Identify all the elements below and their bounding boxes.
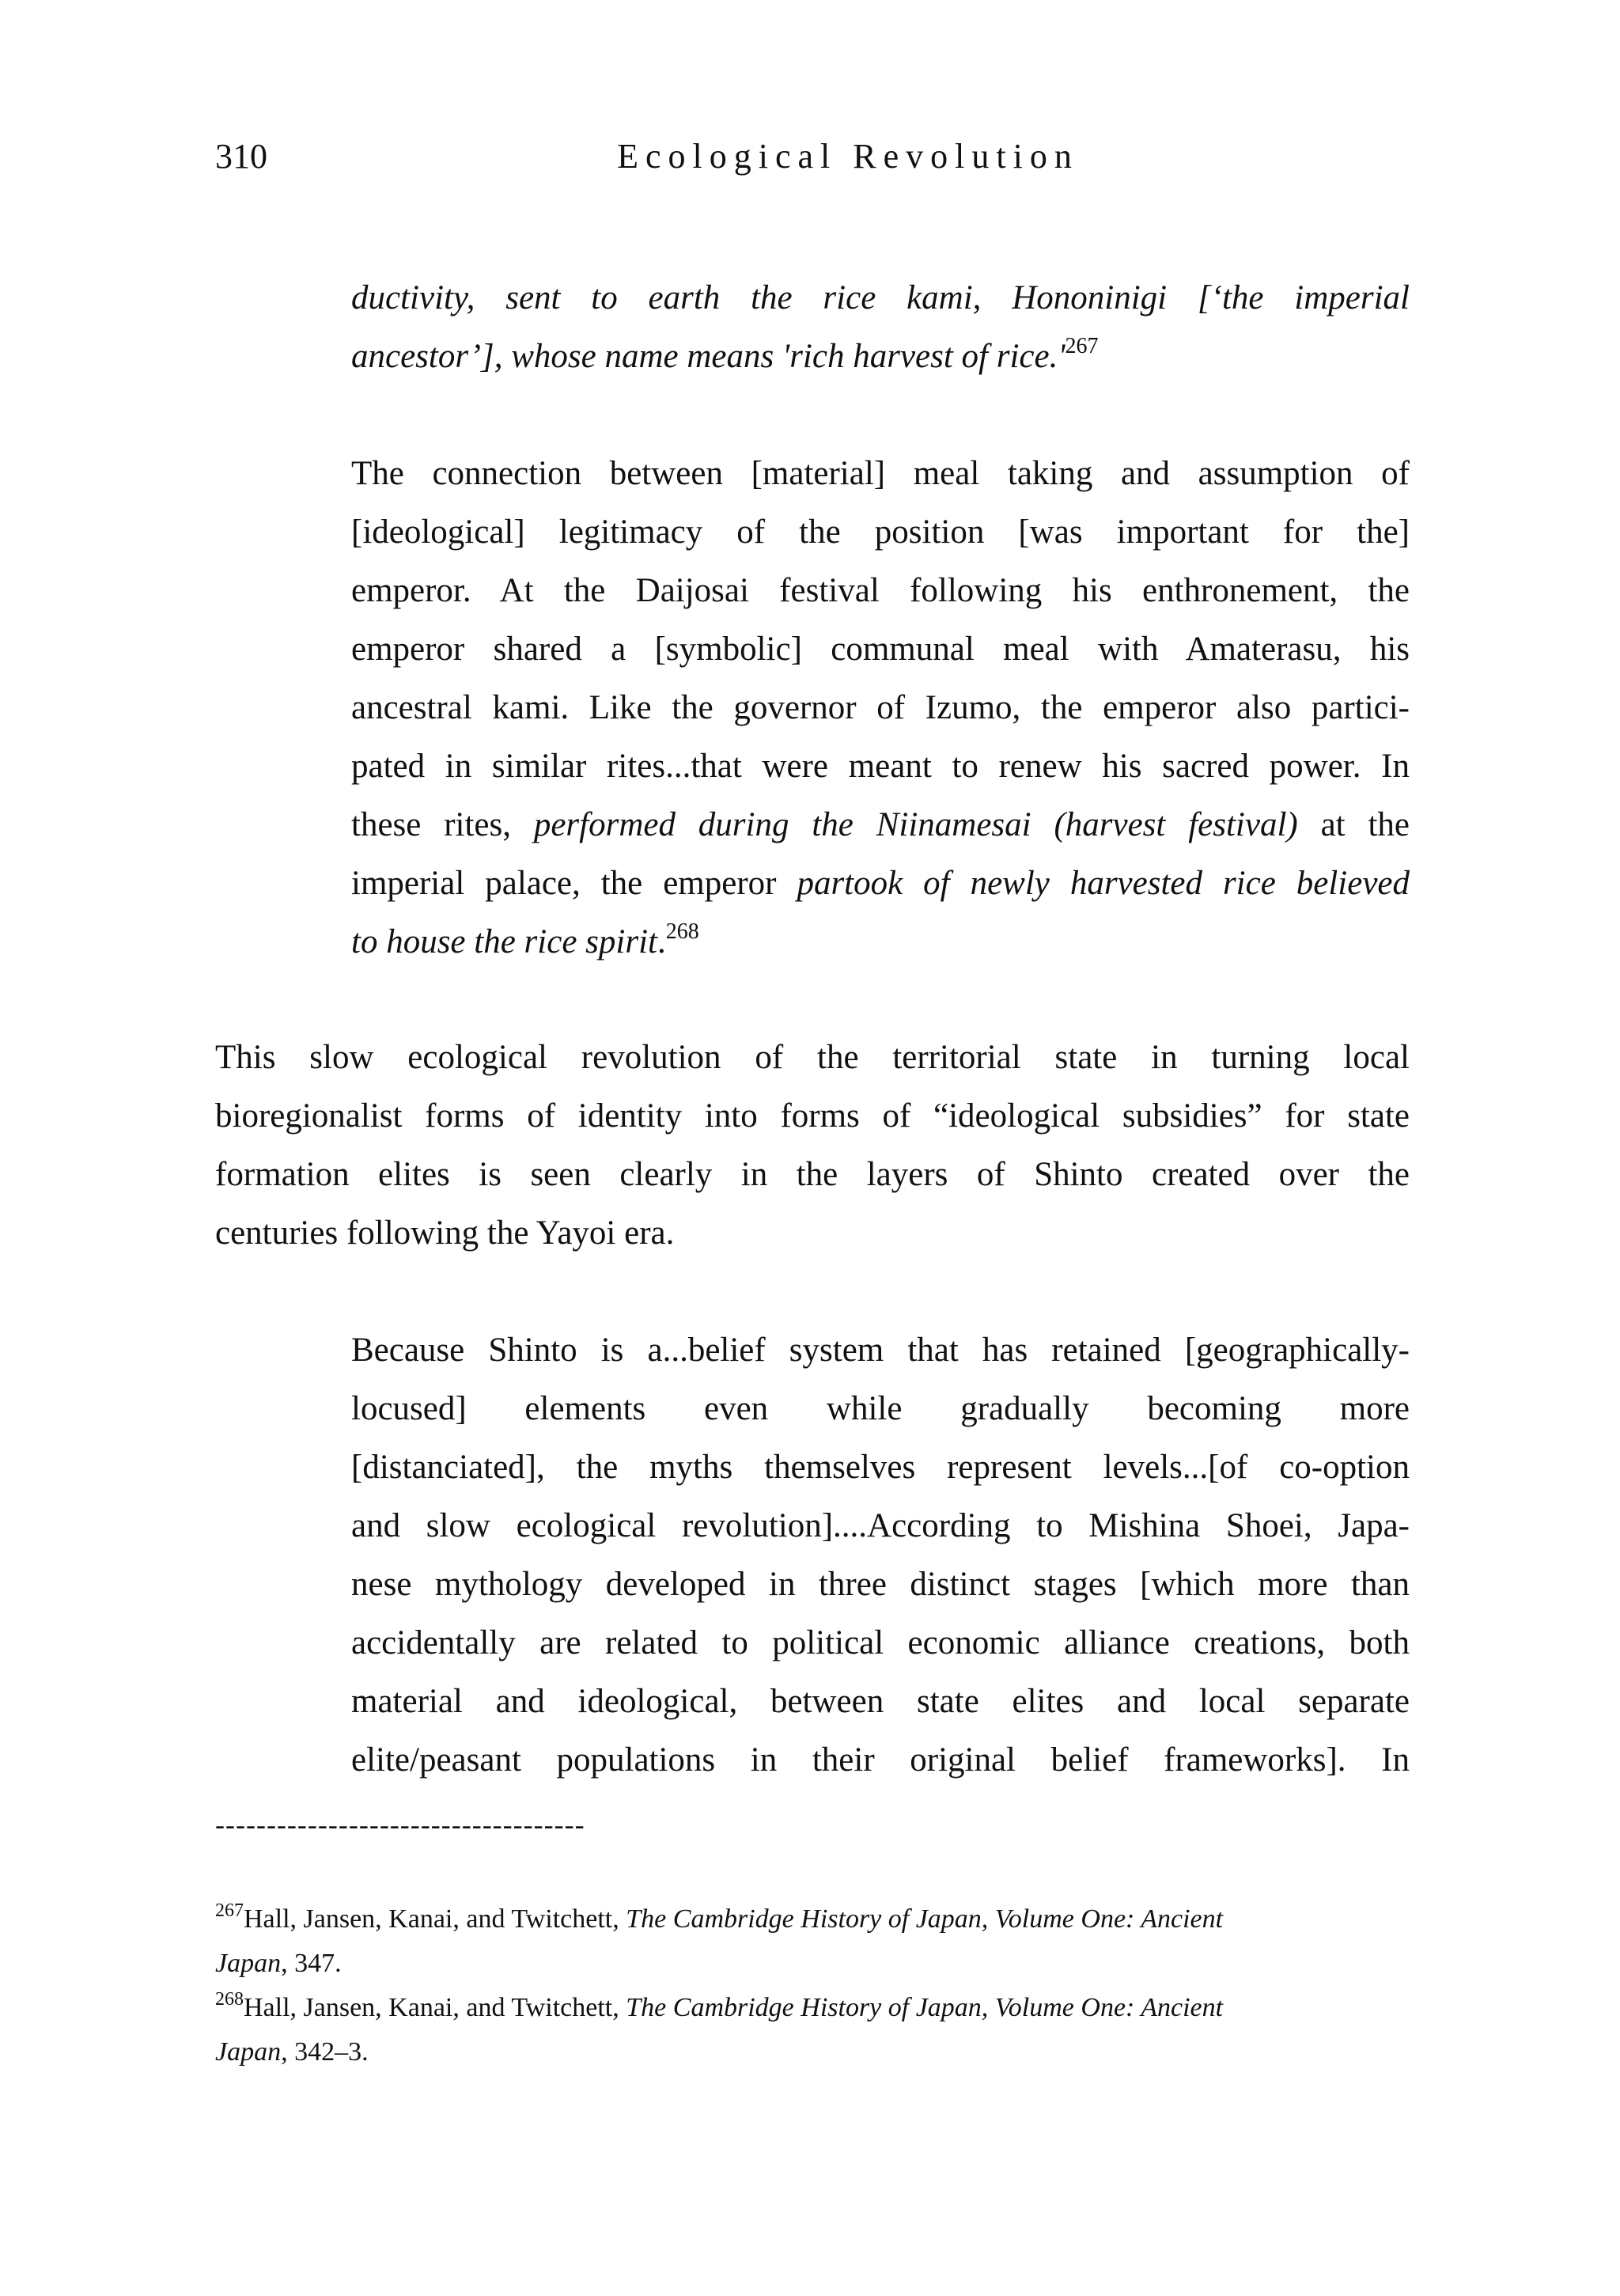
quote-text: imperial palace, the emperor [351, 865, 797, 902]
footnote-title: Japan [215, 1949, 282, 1978]
quote-text: ancestor’], whose name means 'rich harvest of rice.' [351, 338, 1065, 375]
footnote-number: 268 [215, 1988, 244, 2010]
footnote-ref-268: 268 [665, 919, 699, 944]
footnote-divider: ------------------------------------ [215, 1809, 585, 1840]
quote-line: elite/peasant populations in their original belief frameworks]. In [351, 1741, 1410, 1779]
quote-emphasis: performed during the Niinamesai (harvest festival) [533, 806, 1298, 843]
footnote-267 [215, 1897, 1410, 1986]
quote-line [351, 913, 1410, 972]
footnote-authors: Hall, Jansen, Kanai, and Twitchett, [244, 1993, 626, 2022]
footnote-title: The Cambridge History of Japan, Volume One: Ancient [626, 1993, 1224, 2022]
footnote-268 [215, 1986, 1410, 2074]
running-title: Ecological Revolution [617, 137, 1079, 176]
quote-line: pated in similar rites...that were meant to renew his sacred power. In [351, 748, 1410, 785]
block-quote-shinto [351, 1321, 1410, 1790]
footnote-pages: , 342–3. [281, 2037, 369, 2067]
block-quote-meal-legitimacy [351, 445, 1410, 972]
footnote-title: The Cambridge History of Japan, Volume One: Ancient [626, 1904, 1224, 1934]
page-number: 310 [215, 137, 267, 176]
quote-line: [ideological] legitimacy of the position [was important for the] [351, 513, 1410, 551]
paragraph-line: formation elites is seen clearly in the layers of Shinto created over the [215, 1156, 1410, 1193]
block-quote-rice-kami [351, 269, 1410, 386]
quote-line [351, 796, 1410, 854]
quote-line: ancestral kami. Like the governor of Izumo, the emperor also partici- [351, 689, 1410, 726]
quote-line: emperor shared a [symbolic] communal meal with Amaterasu, his [351, 631, 1410, 668]
quote-line: The connection between [material] meal taking and assumption of [351, 455, 1410, 492]
quote-line: ductivity, sent to earth the rice kami, Hononinigi [‘the imperial [351, 279, 1410, 316]
quote-line: emperor. At the Daijosai festival following his enthronement, the [351, 572, 1410, 609]
footnote-ref-267: 267 [1065, 333, 1099, 358]
paragraph-line: centuries following the Yayoi era. [215, 1214, 675, 1252]
paragraph-line: This slow ecological revolution of the territorial state in turning local [215, 1039, 1410, 1076]
footnotes [215, 1897, 1410, 2074]
quote-line: material and ideological, between state elites and local separate [351, 1683, 1410, 1720]
quote-line: Because Shinto is a...belief system that has retained [geographically- [351, 1332, 1410, 1369]
quote-text: . [657, 923, 666, 960]
quote-text: these rites, [351, 806, 534, 843]
quote-line [351, 328, 1410, 386]
quote-text: at the [1297, 806, 1410, 843]
quote-line [351, 854, 1410, 913]
quote-line: [distanciated], the myths themselves represent levels...[of co-option [351, 1449, 1410, 1486]
footnote-authors: Hall, Jansen, Kanai, and Twitchett, [244, 1904, 626, 1934]
quote-line: accidentally are related to political economic alliance creations, both [351, 1624, 1410, 1661]
quote-emphasis: partook of newly harvested rice believed [797, 865, 1410, 902]
page-header [215, 136, 1410, 184]
footnote-title: Japan [215, 2037, 282, 2067]
quote-emphasis: to house the rice spirit [351, 923, 657, 960]
footnote-number: 267 [215, 1900, 244, 1921]
body-paragraph [215, 1029, 1410, 1263]
quote-line: and slow ecological revolution]....According to Mishina Shoei, Japa- [351, 1507, 1410, 1544]
footnote-pages: , 347. [281, 1949, 342, 1978]
paragraph-line: bioregionalist forms of identity into forms of “ideological subsidies” for state [215, 1097, 1410, 1135]
quote-line: locused] elements even while gradually becoming more [351, 1390, 1410, 1427]
quote-line: nese mythology developed in three distinct stages [which more than [351, 1566, 1410, 1603]
